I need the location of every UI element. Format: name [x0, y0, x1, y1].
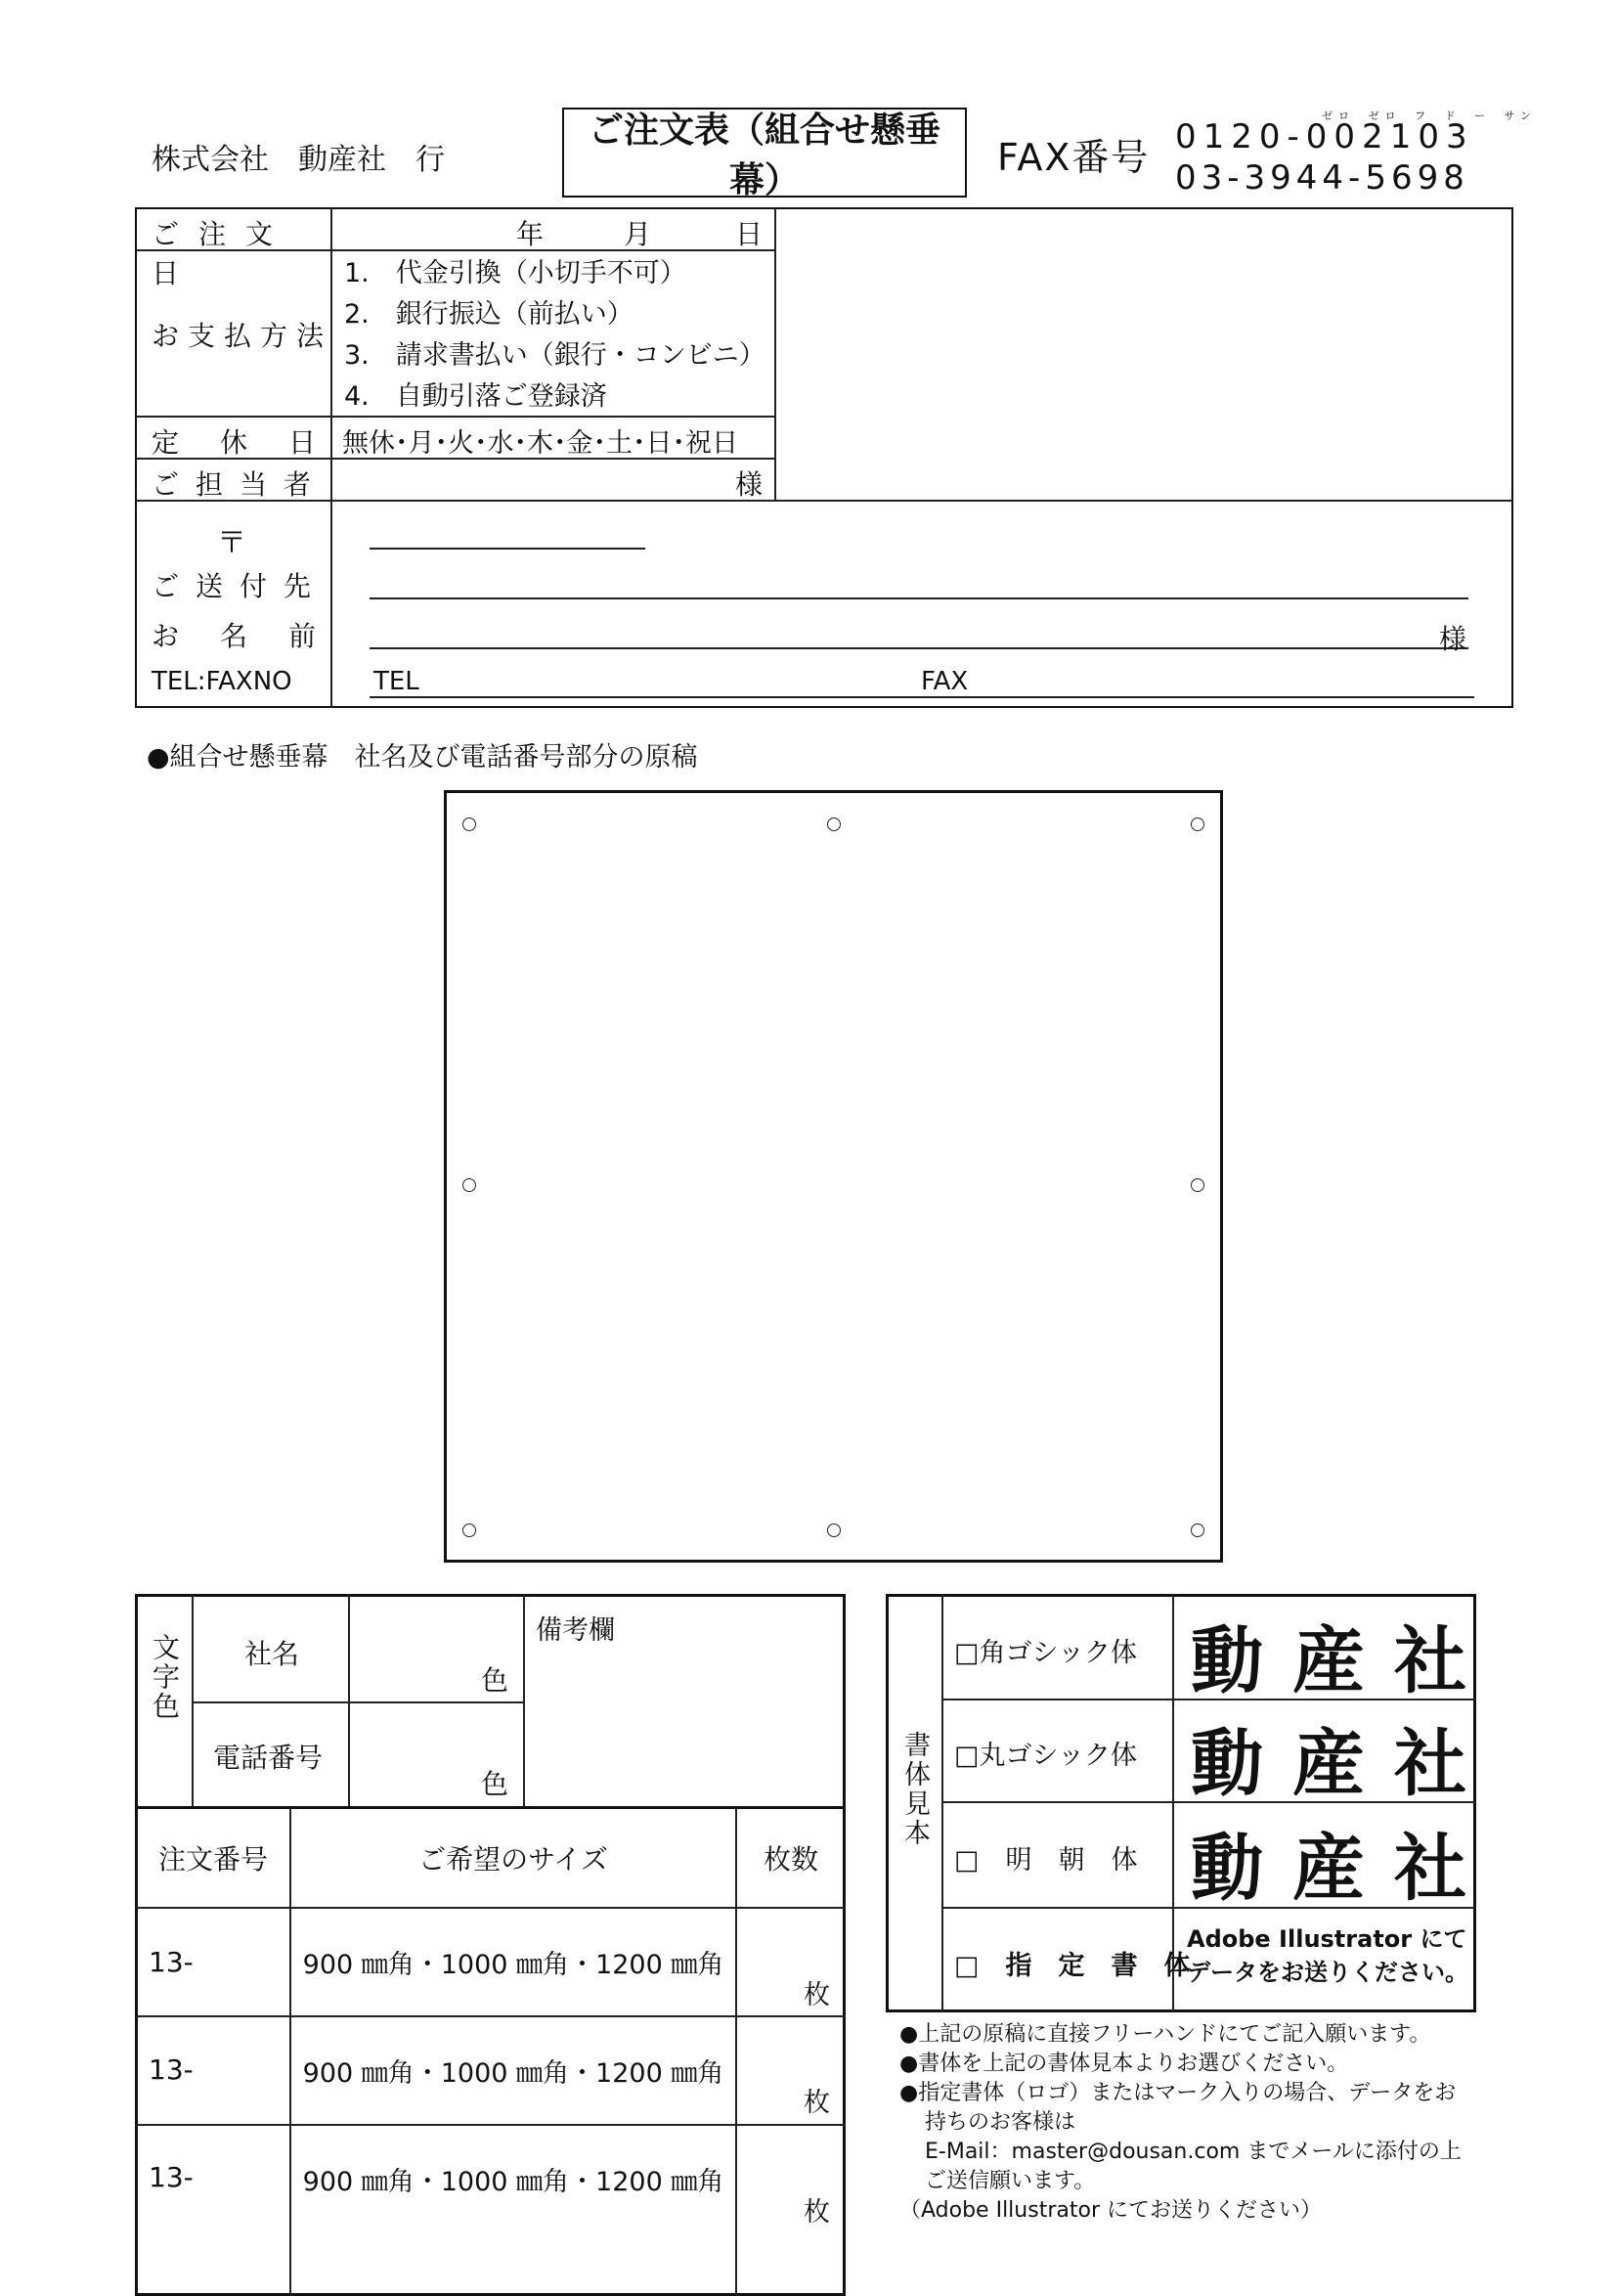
size-options-text[interactable]: 900 ㎜角・1000 ㎜角・1200 ㎜角: [302, 2166, 724, 2197]
order-number-cell[interactable]: 13-: [149, 2161, 194, 2193]
size-options-cell[interactable]: [291, 1909, 735, 2014]
order-date-field[interactable]: [332, 209, 772, 248]
size-header-text: ご希望のサイズ: [418, 1843, 608, 1876]
text-color-side-label-text: 文字色: [149, 1633, 181, 1721]
contact-label: ご担当者: [152, 468, 328, 501]
payment-option[interactable]: 3. 請求書払い（銀行・コンビニ）: [344, 340, 765, 371]
fax-text: FAX: [921, 667, 969, 696]
email-note[interactable]: E-Mail：master@dousan.com までメールに添付の上: [925, 2140, 1462, 2164]
quantity-unit: 枚: [804, 1980, 830, 2010]
order-number-cell[interactable]: 13-: [149, 1946, 194, 1978]
date-month: 月: [624, 218, 652, 250]
grommet-hole: [827, 1523, 841, 1537]
holiday-options[interactable]: 無休･月･火･水･木･金･土･日･祝日: [342, 428, 738, 459]
payment-option[interactable]: 1. 代金引換（小切手不可）: [344, 258, 686, 288]
font-option-custom[interactable]: □ 指 定 書 体: [954, 1951, 1191, 1981]
fax-ruby: ゼロ ゼロ フ ド ー サン: [1322, 110, 1537, 122]
ship-to-line[interactable]: [370, 597, 1468, 599]
round-gothic-sample: 動産社: [1191, 1722, 1496, 1806]
order-form-notes-area[interactable]: [777, 209, 1510, 499]
ship-to-label: ご送付先: [152, 570, 328, 602]
grommet-hole: [462, 817, 476, 831]
size-options-cell[interactable]: [291, 2126, 735, 2231]
phone-color-suffix: 色: [481, 1768, 509, 1800]
grommet-hole: [1191, 1178, 1204, 1192]
order-date-label-text: ご注文日: [152, 218, 293, 289]
quantity-unit: 枚: [804, 2088, 830, 2118]
recipient-company: 株式会社 動産社 行: [152, 143, 445, 177]
manuscript-heading: ●組合せ懸垂幕 社名及び電話番号部分の原稿: [147, 742, 698, 773]
date-day: 日: [735, 218, 764, 250]
grommet-hole: [462, 1523, 476, 1537]
grommet-hole: [1191, 1523, 1204, 1537]
notes-list: [899, 2020, 1462, 2226]
order-date-label: [152, 213, 313, 291]
font-sample-side-label: [896, 1731, 933, 1855]
holiday-label: 定休日: [152, 426, 358, 459]
font-option-round-gothic[interactable]: □丸ゴシック体: [954, 1741, 1137, 1771]
company-color-label: 社名: [244, 1638, 300, 1670]
size-header: [291, 1809, 735, 1907]
quantity-unit: 枚: [804, 2197, 830, 2228]
font-sample-side-label-text: 書体見本: [899, 1731, 930, 1848]
payment-option[interactable]: 2. 銀行振込（前払い）: [344, 299, 634, 330]
note-item: ご送信願います。: [925, 2169, 1096, 2193]
size-options-text[interactable]: 900 ㎜角・1000 ㎜角・1200 ㎜角: [302, 2057, 724, 2089]
mincho-sample: 動産社: [1191, 1827, 1496, 1911]
size-options-text[interactable]: 900 ㎜角・1000 ㎜角・1200 ㎜角: [302, 1949, 724, 1980]
form-title: [562, 108, 967, 198]
tel-fax-label: TEL:FAXNO: [152, 667, 292, 696]
phone-color-label: 電話番号: [213, 1742, 324, 1774]
payment-option[interactable]: 4. 自動引落ご登録済: [344, 381, 607, 412]
fax-free-number: 0120-002103: [1175, 117, 1474, 156]
order-number-header-text: 注文番号: [157, 1843, 268, 1876]
gothic-sample: 動産社: [1191, 1619, 1496, 1703]
payment-label: お支払方法: [152, 320, 333, 352]
note-item: ●指定書体（ロゴ）またはマーク入りの場合、データをお: [899, 2081, 1457, 2105]
order-number-cell[interactable]: 13-: [149, 2053, 194, 2086]
remarks-label: 備考欄: [536, 1615, 615, 1646]
grommet-hole: [827, 817, 841, 831]
contact-suffix: 様: [735, 468, 764, 501]
form-title-text: ご注文表（組合せ懸垂幕）: [588, 110, 940, 200]
name-label: お名前: [152, 620, 358, 652]
order-number-header: [137, 1809, 289, 1907]
name-suffix: 様: [1439, 623, 1467, 655]
manuscript-area[interactable]: [444, 790, 1223, 1563]
grommet-hole: [462, 1178, 476, 1192]
note-item: ●上記の原稿に直接フリーハンドにてご記入願います。: [899, 2022, 1431, 2047]
date-year: 年: [516, 218, 545, 250]
quantity-header-text: 枚数: [763, 1843, 818, 1876]
fax-tel-number: 03-3944-5698: [1175, 158, 1469, 198]
tel-fax-line[interactable]: [370, 696, 1474, 698]
text-color-side-label: [147, 1633, 180, 1730]
postal-code-line[interactable]: [370, 548, 645, 550]
custom-font-note: Adobe Illustrator にてデータをお送りください。: [1187, 1925, 1468, 1986]
contact-field[interactable]: [332, 460, 772, 499]
fax-label: FAX番号: [997, 136, 1151, 179]
font-option-mincho[interactable]: □ 明 朝 体: [954, 1845, 1138, 1876]
payment-options[interactable]: [344, 253, 765, 418]
quantity-header: [737, 1809, 845, 1907]
font-option-gothic[interactable]: □角ゴシック体: [954, 1638, 1137, 1668]
name-line[interactable]: [370, 647, 1468, 649]
note-item: ●書体を上記の書体見本よりお選びください。: [899, 2052, 1349, 2076]
size-options-cell[interactable]: [291, 2017, 735, 2123]
grommet-hole: [1191, 817, 1204, 831]
note-item: 持ちのお客様は: [925, 2110, 1076, 2135]
tel-text: TEL: [373, 667, 419, 696]
note-item: （Adobe Illustrator にてお送りください）: [899, 2198, 1322, 2223]
remarks-field[interactable]: [526, 1596, 843, 1805]
company-color-suffix: 色: [481, 1664, 509, 1697]
postal-mark: 〒: [217, 526, 246, 560]
